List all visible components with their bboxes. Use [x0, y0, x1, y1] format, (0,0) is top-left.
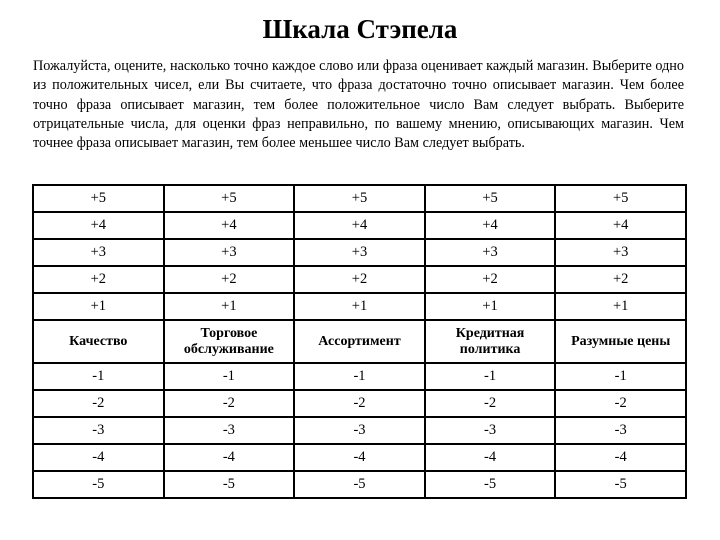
score-cell[interactable]: -1	[425, 363, 556, 390]
score-cell[interactable]: -4	[164, 444, 295, 471]
score-cell[interactable]: -3	[294, 417, 425, 444]
score-cell[interactable]: -4	[33, 444, 164, 471]
criterion-label: Качество	[33, 320, 164, 363]
score-cell[interactable]: +1	[555, 293, 686, 320]
score-cell[interactable]: +4	[294, 212, 425, 239]
table-row	[33, 185, 686, 212]
score-cell[interactable]: -1	[294, 363, 425, 390]
score-cell[interactable]: -5	[425, 471, 556, 498]
score-cell[interactable]: +2	[425, 266, 556, 293]
score-cell[interactable]: +1	[294, 293, 425, 320]
score-cell[interactable]: +1	[425, 293, 556, 320]
score-cell[interactable]: -2	[164, 390, 295, 417]
score-cell[interactable]: +5	[555, 185, 686, 212]
instructions-text: Пожалуйста, оцените, насколько точно каждое слово или фраза оценивает каждый магазин. Выберите одно из положительных чисел, ели Вы считаете, что фраза достаточно точно описывает магазин. Чем более точно фраза описывает магазин, тем более положительное число Вам следует выбрать. Выберите отрицательные числа, для оценки фраз неправильно, по вашему мнению, описывающих магазин. Чем точнее фраза описывает магазин, тем более меньшее число Вам следует выбрать.	[33, 58, 684, 152]
score-cell[interactable]: -2	[555, 390, 686, 417]
score-cell[interactable]: -3	[555, 417, 686, 444]
criterion-label: Ассортимент	[294, 320, 425, 363]
score-cell[interactable]: +2	[164, 266, 295, 293]
score-cell[interactable]: +1	[164, 293, 295, 320]
score-cell[interactable]: +3	[33, 239, 164, 266]
score-cell[interactable]: -1	[555, 363, 686, 390]
criterion-label: Разумные цены	[555, 320, 686, 363]
score-cell[interactable]: +3	[294, 239, 425, 266]
criterion-label: Торговое обслуживание	[164, 320, 295, 363]
score-cell[interactable]: +2	[33, 266, 164, 293]
score-cell[interactable]: -4	[294, 444, 425, 471]
table-row	[33, 212, 686, 239]
score-cell[interactable]: +4	[425, 212, 556, 239]
table-row	[33, 471, 686, 498]
table-row	[33, 417, 686, 444]
table-row	[33, 390, 686, 417]
score-cell[interactable]: -5	[164, 471, 295, 498]
page-title: Шкала Стэпела	[262, 14, 458, 44]
table-row	[33, 266, 686, 293]
criteria-row	[33, 320, 686, 363]
score-cell[interactable]: +3	[425, 239, 556, 266]
score-cell[interactable]: +2	[555, 266, 686, 293]
table-row	[33, 444, 686, 471]
score-cell[interactable]: +5	[33, 185, 164, 212]
score-cell[interactable]: +4	[33, 212, 164, 239]
score-cell[interactable]: +5	[294, 185, 425, 212]
score-cell[interactable]: -2	[33, 390, 164, 417]
score-cell[interactable]: +2	[294, 266, 425, 293]
criterion-label: Кредитная политика	[425, 320, 556, 363]
score-cell[interactable]: -2	[294, 390, 425, 417]
score-cell[interactable]: -5	[33, 471, 164, 498]
stapel-scale-table	[32, 184, 687, 499]
score-cell[interactable]: +4	[164, 212, 295, 239]
score-cell[interactable]: +3	[555, 239, 686, 266]
table-row	[33, 363, 686, 390]
score-cell[interactable]: -2	[425, 390, 556, 417]
score-cell[interactable]: +3	[164, 239, 295, 266]
score-cell[interactable]: -1	[164, 363, 295, 390]
score-cell[interactable]: -5	[555, 471, 686, 498]
score-cell[interactable]: -5	[294, 471, 425, 498]
score-cell[interactable]: -3	[33, 417, 164, 444]
table-row	[33, 293, 686, 320]
score-cell[interactable]: -1	[33, 363, 164, 390]
score-cell[interactable]: -4	[425, 444, 556, 471]
score-cell[interactable]: +5	[164, 185, 295, 212]
score-cell[interactable]: -3	[425, 417, 556, 444]
table-row	[33, 239, 686, 266]
score-cell[interactable]: -3	[164, 417, 295, 444]
score-cell[interactable]: +5	[425, 185, 556, 212]
score-cell[interactable]: +4	[555, 212, 686, 239]
score-cell[interactable]: -4	[555, 444, 686, 471]
score-cell[interactable]: +1	[33, 293, 164, 320]
